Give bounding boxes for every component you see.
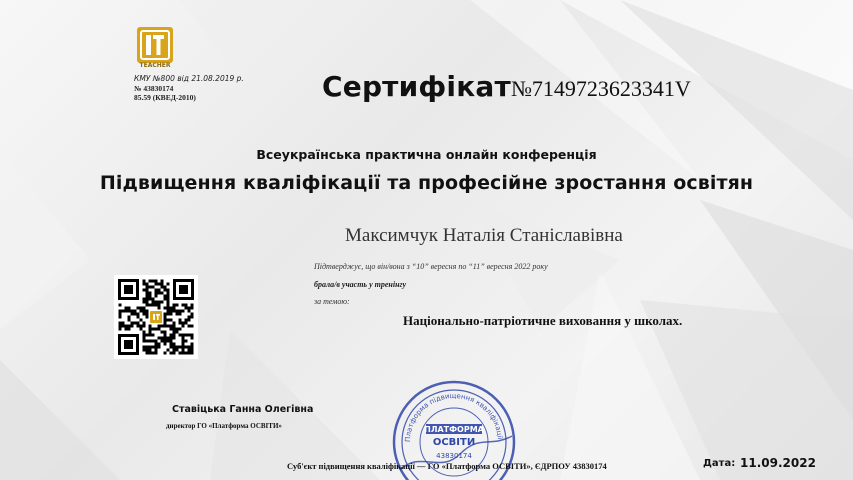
svg-text:Платформа підвищення кваліфіка xyxy=(404,392,504,442)
certificate-title xyxy=(322,70,691,103)
certificate-number: №7149723623341V xyxy=(510,76,691,101)
registration-line1: КМУ №800 від 21.08.2019 р. xyxy=(134,74,244,83)
signer-role: директор ГО «Платформа ОСВІТИ» xyxy=(166,422,282,430)
signer-name: Ставіцька Ганна Олегівна xyxy=(172,404,314,415)
registration-line2: № 43830174 xyxy=(134,84,174,93)
stamp-code: 43830174 xyxy=(436,452,472,460)
participant-name: Максимчук Наталія Станіславівна xyxy=(345,225,623,246)
date-label: Дата: xyxy=(703,458,736,469)
date-value: 11.09.2022 xyxy=(740,456,816,470)
theme-label: за темою: xyxy=(314,297,350,306)
footer-subject: Суб'єкт підвищення кваліфікації — ГО «Платформа ОСВІТИ», ЄДРПОУ 43830174 xyxy=(287,461,607,471)
stamp-arc-text: Платформа підвищення кваліфікації xyxy=(403,391,504,443)
confirm-text: Підтверджує, що він/вона з “10” вересня по “11” вересня 2022 року xyxy=(314,262,548,271)
logo-caption: TEACHER xyxy=(139,62,171,69)
qr-code-icon xyxy=(114,275,198,359)
theme-title: Національно-патріотичне виховання у школах. xyxy=(403,313,683,328)
stamp-title1: ПЛАТФОРМА xyxy=(424,425,484,434)
stamp-title2: ОСВІТИ xyxy=(432,437,476,448)
took-part-text: брала/в участь у тренінгу xyxy=(314,280,407,289)
registration-line3: 85.59 (КВЕД-2010) xyxy=(134,93,196,102)
event-type: Всеукраїнська практична онлайн конференція xyxy=(256,147,597,162)
certificate-title-word: Сертифікат xyxy=(322,70,511,103)
event-name: Підвищення кваліфікації та професійне зростання освітян xyxy=(99,172,754,194)
teacher-logo-icon xyxy=(136,26,174,64)
